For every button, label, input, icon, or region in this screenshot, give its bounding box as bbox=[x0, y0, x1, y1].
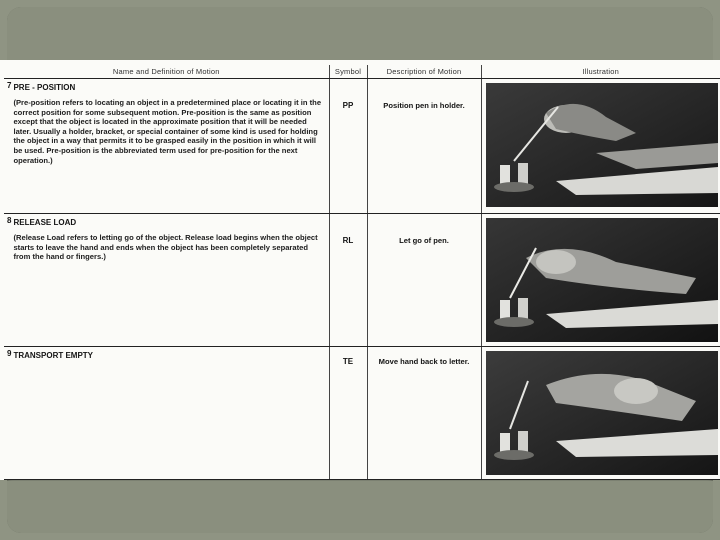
motion-definition: (Release Load refers to letting go of the object. Release load begins when the object starts to leave the hand and ends when the object has been completely separated from the hand or fingers.) bbox=[13, 233, 318, 262]
motion-title: TRANSPORT EMPTY bbox=[13, 351, 94, 360]
table-row bbox=[4, 214, 720, 347]
table-header-row bbox=[4, 65, 720, 79]
symbol-cell: PP bbox=[329, 79, 367, 214]
description-cell: Move hand back to letter. bbox=[367, 347, 481, 480]
table-row bbox=[4, 347, 720, 480]
motion-title: PRE - POSITION bbox=[13, 83, 76, 92]
illustration-cell bbox=[481, 214, 720, 347]
photo-hand-positioning-pen-in-holder-icon bbox=[486, 83, 718, 207]
description-cell: Position pen in holder. bbox=[367, 79, 481, 214]
table-row bbox=[4, 79, 720, 214]
header-name: Name and Definition of Motion bbox=[4, 65, 329, 79]
motion-title: RELEASE LOAD bbox=[13, 218, 77, 227]
photo-hand-moving-back-to-letter-icon bbox=[486, 351, 718, 475]
motion-definition: (Pre-position refers to locating an object in a predetermined place or locating it in the correct position for some subsequent motion. Pre-position is the same as position except that the object is located in the approximate position that it will be needed later. Usually a holder, bracket, or special container of some kind is used for holding the object in a way that permits it to be grasped easily in the position in which it will be used. Pre-position is the abbreviated term used for pre-position for the next operation.) bbox=[13, 98, 322, 165]
symbol-cell: RL bbox=[329, 214, 367, 347]
description-cell: Let go of pen. bbox=[367, 214, 481, 347]
photo-hand-releasing-pen-icon bbox=[486, 218, 718, 342]
illustration-cell bbox=[481, 347, 720, 480]
row-number: 7 bbox=[7, 81, 12, 90]
row-number: 8 bbox=[7, 216, 12, 225]
header-description: Description of Motion bbox=[367, 65, 481, 79]
motion-table bbox=[4, 65, 720, 480]
definition-cell bbox=[4, 347, 329, 480]
symbol-cell: TE bbox=[329, 347, 367, 480]
document-scan bbox=[0, 60, 720, 480]
illustration-cell bbox=[481, 79, 720, 214]
header-illustration: Illustration bbox=[481, 65, 720, 79]
row-number: 9 bbox=[7, 349, 12, 358]
definition-cell bbox=[4, 214, 329, 347]
header-symbol: Symbol bbox=[329, 65, 367, 79]
definition-cell bbox=[4, 79, 329, 214]
slide-bottom-band bbox=[7, 481, 713, 533]
slide-top-band bbox=[7, 7, 713, 65]
